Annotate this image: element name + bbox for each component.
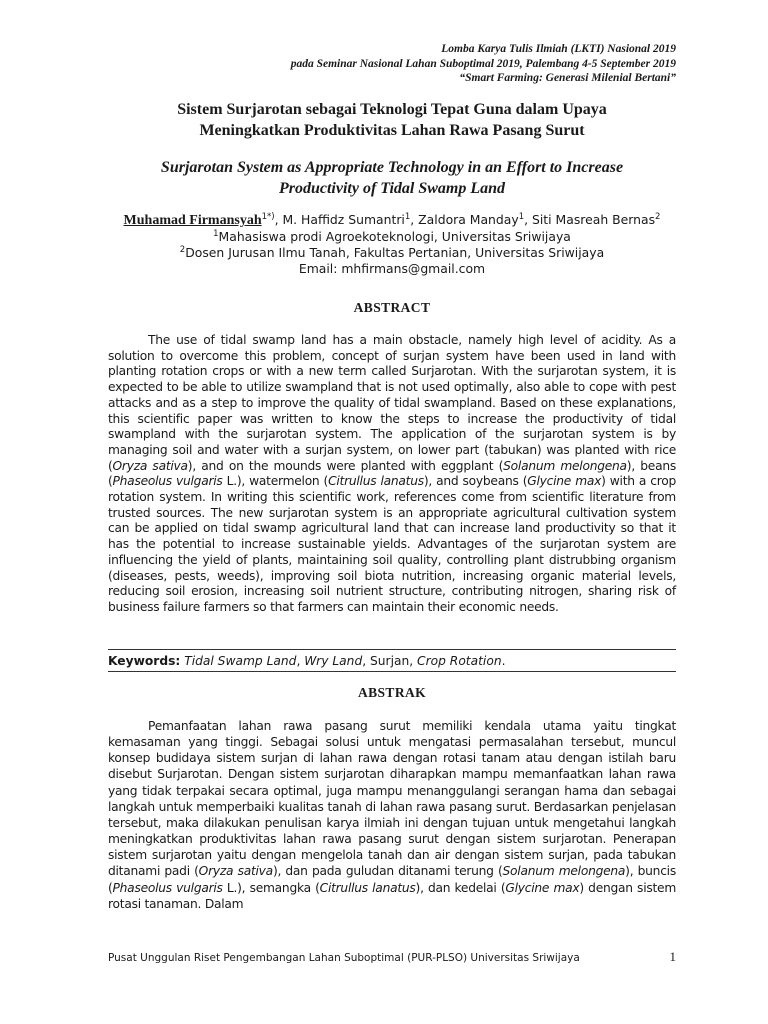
abstrak-species-1: Oryza sativa bbox=[198, 864, 273, 879]
header-line-2: pada Seminar Nasional Lahan Suboptimal 2019, Palembang 4-5 September 2019 bbox=[290, 57, 676, 70]
abstract-text bbox=[108, 333, 676, 616]
title-line-1: Sistem Surjarotan sebagai Teknologi Tepat Guna dalam Upaya bbox=[177, 101, 607, 118]
author-4-sup: 2 bbox=[655, 211, 661, 222]
keyword-end: . bbox=[501, 654, 506, 668]
keyword-1: Tidal Swamp Land bbox=[184, 654, 297, 668]
abstract-species-1: Oryza sativa bbox=[112, 458, 188, 473]
keyword-sep-1: , bbox=[296, 654, 305, 668]
abstract-species-4: Citrullus lanatus bbox=[328, 474, 424, 489]
affiliation-2-text: Dosen Jurusan Ilmu Tanah, Fakultas Pertanian, Universitas Sriwijaya bbox=[185, 245, 605, 260]
abstract-text-6: ) with a crop rotation system. In writing this scientific work, references come from scientific literature from trusted sources. The new surjarotan system is an appropriate agricultural cultivation system can be applied on tidal swamp agricultural land that can increase land productivity so that it has the potential to increase sustainable yields. Advantages of the surjarotan system are influencing the yield of plants, maintaining soil quality, controlling plant distrubbing organism (diseases, pests, weeds), improving soil biota nutrition, increasing organic material levels, reducing soil erosion, increasing soil nutrient structure, contributing nitrogen, sharing risk of business failure farmers so that farmers can maintain their economic needs. bbox=[108, 474, 676, 614]
keywords-rule-bottom bbox=[108, 671, 676, 672]
author-3: , Zaldora Manday bbox=[410, 212, 519, 227]
abstrak-text-1: Pemanfaatan lahan rawa pasang surut memiliki kendala utama yaitu tingkat kemasaman yang tinggi. Sebagai solusi untuk mengatasi permasalahan tersebut, muncul konsep budidaya sistem surjan di lahan rawa dengan rotasi tanam atau dengan istilah baru disebut Surjarotan. Dengan sistem surjarotan diharapkan mampu memanfaatkan lahan rawa yang tidak terpakai secara optimal, juga mampu menanggulangi serangan hama dan sebagai langkah untuk memperbaiki kualitas tanah di lahan rawa pasang surut. Berdasarkan penjelasan tersebut, maka dilakukan penulisan karya ilmiah ini dengan tujuan untuk mengetahui langkah meningkatkan produktivitas lahan rawa pasang surut dengan sistem surjarotan. Penerapan sistem surjarotan yaitu dengan mengelola tanah dan air dengan sistem surjan, pada tabukan ditanami padi ( bbox=[108, 719, 676, 879]
abstrak-text-2: ), dan pada guludan ditanami terung ( bbox=[272, 864, 503, 879]
keyword-3: Crop Rotation bbox=[417, 654, 502, 668]
abstract-text-2: ), and on the mounds were planted with eggplant ( bbox=[187, 458, 504, 473]
abstrak-species-2: Solanum melongena bbox=[502, 864, 626, 879]
title-line-2: Meningkatkan Produktivitas Lahan Rawa Pasang Surut bbox=[199, 122, 585, 139]
abstrak-text-4: L.), semangka ( bbox=[222, 880, 320, 895]
keywords-line bbox=[108, 653, 676, 669]
abstract-species-2: Solanum melongena bbox=[503, 458, 627, 473]
abstrak-text bbox=[108, 718, 676, 912]
author-list bbox=[108, 212, 676, 229]
abstrak-text-6: ) dengan sistem rotasi tanaman. Dalam bbox=[108, 880, 676, 911]
affiliation-1-text: Mahasiswa prodi Agroekoteknologi, Universitas Sriwijaya bbox=[218, 229, 571, 244]
abstract-text-4: L.), watermelon ( bbox=[222, 474, 329, 489]
lead-author: Muhamad Firmansyah bbox=[123, 213, 262, 228]
keyword-mid: , Surjan, bbox=[362, 654, 418, 668]
abstract-species-3: Phaseolus vulgaris bbox=[112, 474, 223, 489]
author-block bbox=[108, 212, 676, 277]
affiliation-2-sup: 2 bbox=[179, 244, 186, 255]
abstrak-species-3: Phaseolus vulgaris bbox=[112, 880, 223, 895]
abstract-text-3: ), beans ( bbox=[108, 458, 676, 489]
paper-title-english bbox=[108, 157, 676, 199]
abstrak-text-3: ), buncis ( bbox=[108, 864, 676, 895]
keywords-label: Keywords: bbox=[108, 654, 181, 668]
page-footer bbox=[108, 949, 676, 965]
author-3-sup: 1 bbox=[518, 211, 525, 222]
affiliation-1 bbox=[108, 229, 676, 245]
affiliation-2 bbox=[108, 245, 676, 261]
abstrak-text-5: ), dan kedelai ( bbox=[415, 880, 506, 895]
affiliation-1-sup: 1 bbox=[213, 228, 219, 239]
paper-title bbox=[108, 99, 676, 141]
abstract-text-5: ), and soybeans ( bbox=[423, 474, 528, 489]
author-4: , Siti Masreah Bernas bbox=[524, 212, 656, 227]
title-en-line-2: Productivity of Tidal Swamp Land bbox=[278, 180, 506, 197]
page-number: 1 bbox=[669, 949, 676, 964]
header-line-3: “Smart Farming: Generasi Milenial Bertani” bbox=[459, 72, 676, 84]
lead-author-sup: 1*) bbox=[261, 211, 275, 222]
abstrak-species-4: Citrullus lanatus bbox=[319, 880, 416, 895]
abstract-text-1: The use of tidal swamp land has a main obstacle, namely high level of acidity. As a solution to overcome this problem, concept of surjan system have been used in land with planting rotation crops or with a new term called Surjarotan. With the surjarotan system, it is expected to be able to utilize swampland that is not used optimally, also able to cope with pest attacks and as a step to improve the quality of tidal swampland. Based on these explanations, this scientific paper was written to know the steps to increase the productivity of tidal swampland with the surjarotan system. The application of the surjarotan system is by managing soil and water with a surjan system, on lower part (tabukan) was planted with rice ( bbox=[108, 333, 676, 473]
abstract-species-5: Glycine max bbox=[527, 474, 602, 489]
author-2: , M. Haffidz Sumantri bbox=[274, 212, 405, 227]
abstrak-heading: ABSTRAK bbox=[357, 685, 427, 700]
abstract-heading: ABSTRACT bbox=[353, 300, 431, 315]
footer-text: Pusat Unggulan Riset Pengembangan Lahan Suboptimal (PUR-PLSO) Universitas Sriwijaya bbox=[108, 952, 580, 964]
conference-header bbox=[291, 42, 676, 86]
author-2-sup: 1 bbox=[404, 211, 411, 222]
header-line-1: Lomba Karya Tulis Ilmiah (LKTI) Nasional 2019 bbox=[441, 43, 676, 55]
title-en-line-1: Surjarotan System as Appropriate Technology in an Effort to Increase bbox=[160, 159, 624, 176]
author-email: Email: mhfirmans@gmail.com bbox=[298, 261, 486, 276]
keyword-2: Wry Land bbox=[304, 654, 363, 668]
keywords-rule-top bbox=[108, 649, 676, 650]
abstrak-species-5: Glycine max bbox=[505, 880, 580, 895]
